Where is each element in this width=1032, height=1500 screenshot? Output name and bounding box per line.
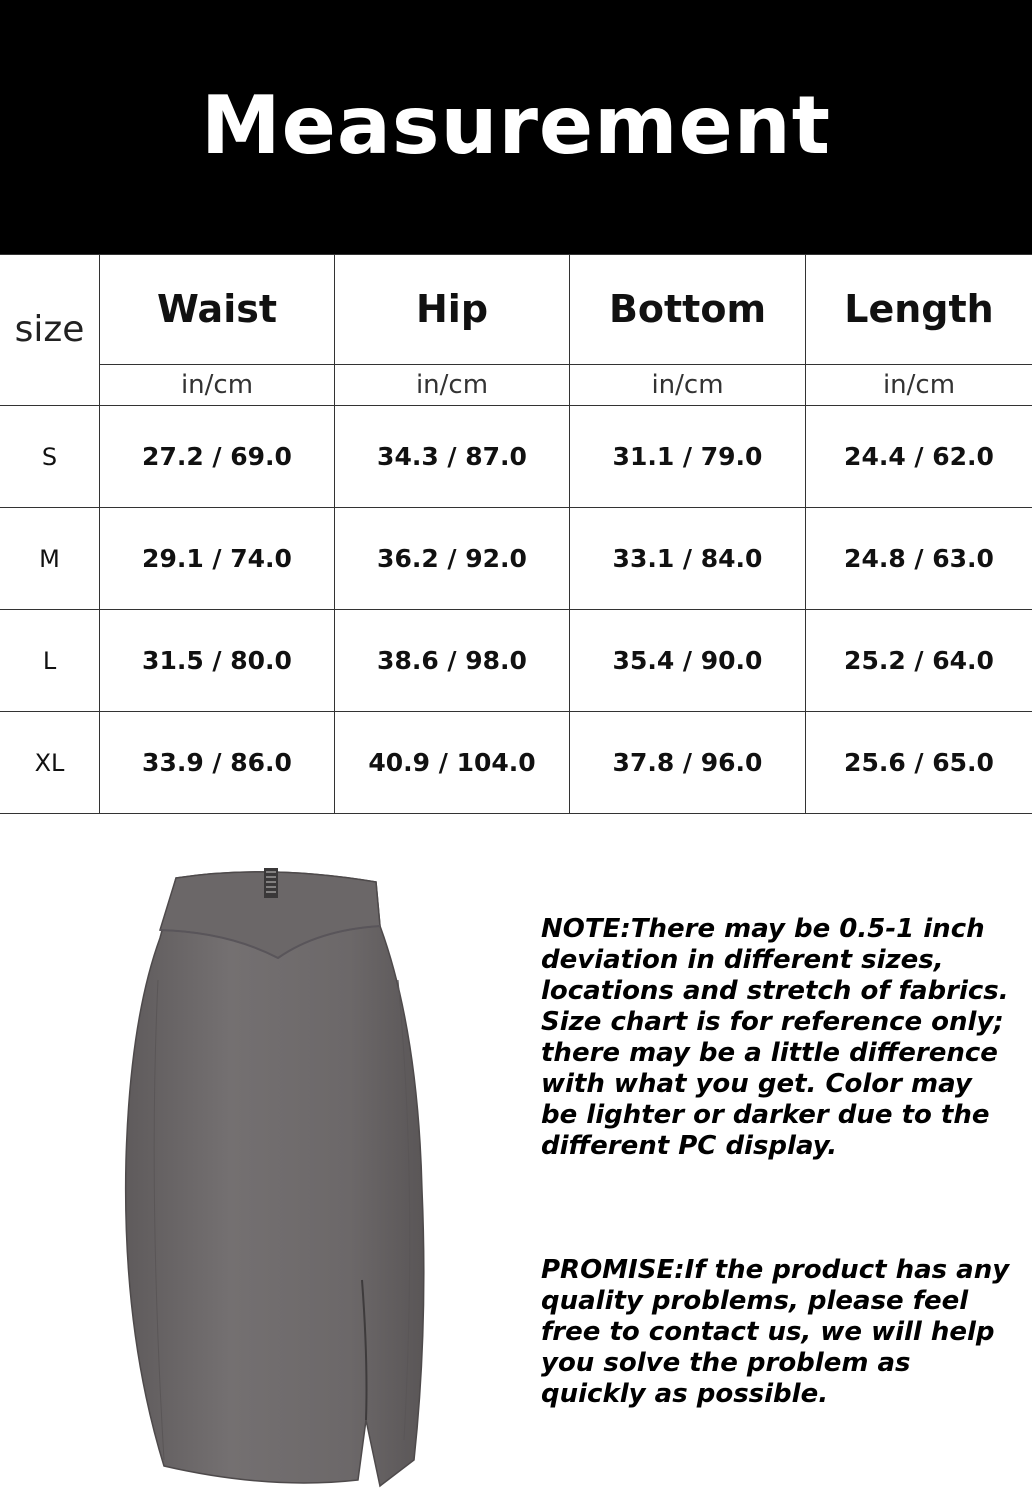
unit-label: in/cm [415,370,489,400]
table-cell: 35.4 / 90.0 [612,646,763,675]
promise-text: PROMISE:If the product has any quality problems, please feel free to contact us, we will help you solve the problem as quickly as possible. [541,1255,1010,1409]
page-title: Measurement [201,79,831,172]
table-cell: 24.8 / 63.0 [844,544,994,573]
column-header-waist: Waist [156,287,277,331]
table-cell: 24.4 / 62.0 [844,442,994,471]
table-cell: 34.3 / 87.0 [377,442,527,471]
row-size-label: XL [34,748,65,777]
row-size-label: M [39,544,60,573]
table-border-bottom [0,813,1032,814]
size-column-header: size [14,309,85,350]
column-header-bottom: Bottom [608,287,767,331]
row-size-label: S [41,442,58,471]
column-header-hip: Hip [415,287,489,331]
unit-label: in/cm [882,370,956,400]
table-cell: 37.8 / 96.0 [612,748,763,777]
header-banner [0,0,1032,254]
table-cell: 38.6 / 98.0 [377,646,527,675]
table-cell: 33.1 / 84.0 [612,544,763,573]
column-header-length: Length [844,287,994,331]
table-cell: 31.1 / 79.0 [612,442,763,471]
table-cell: 29.1 / 74.0 [142,544,292,573]
table-cell: 25.2 / 64.0 [844,646,994,675]
table-cell: 33.9 / 86.0 [142,748,292,777]
note-text: NOTE:There may be 0.5-1 inch deviation in different sizes, locations and stretch of fabrics. Size chart is for reference only; there may be a little difference with what you get. Color may be lighter or darker due to the different PC display. [541,914,1009,1161]
table-cell: 27.2 / 69.0 [142,442,292,471]
product-image [118,860,438,1490]
table-cell: 31.5 / 80.0 [142,646,292,675]
unit-label: in/cm [651,370,724,400]
table-cell: 36.2 / 92.0 [377,544,527,573]
table-cell: 40.9 / 104.0 [368,748,536,777]
row-size-label: L [42,646,57,675]
size-chart-table [0,254,1032,814]
unit-label: in/cm [180,370,254,400]
table-cell: 25.6 / 65.0 [844,748,994,777]
skirt-illustration [118,860,438,1490]
